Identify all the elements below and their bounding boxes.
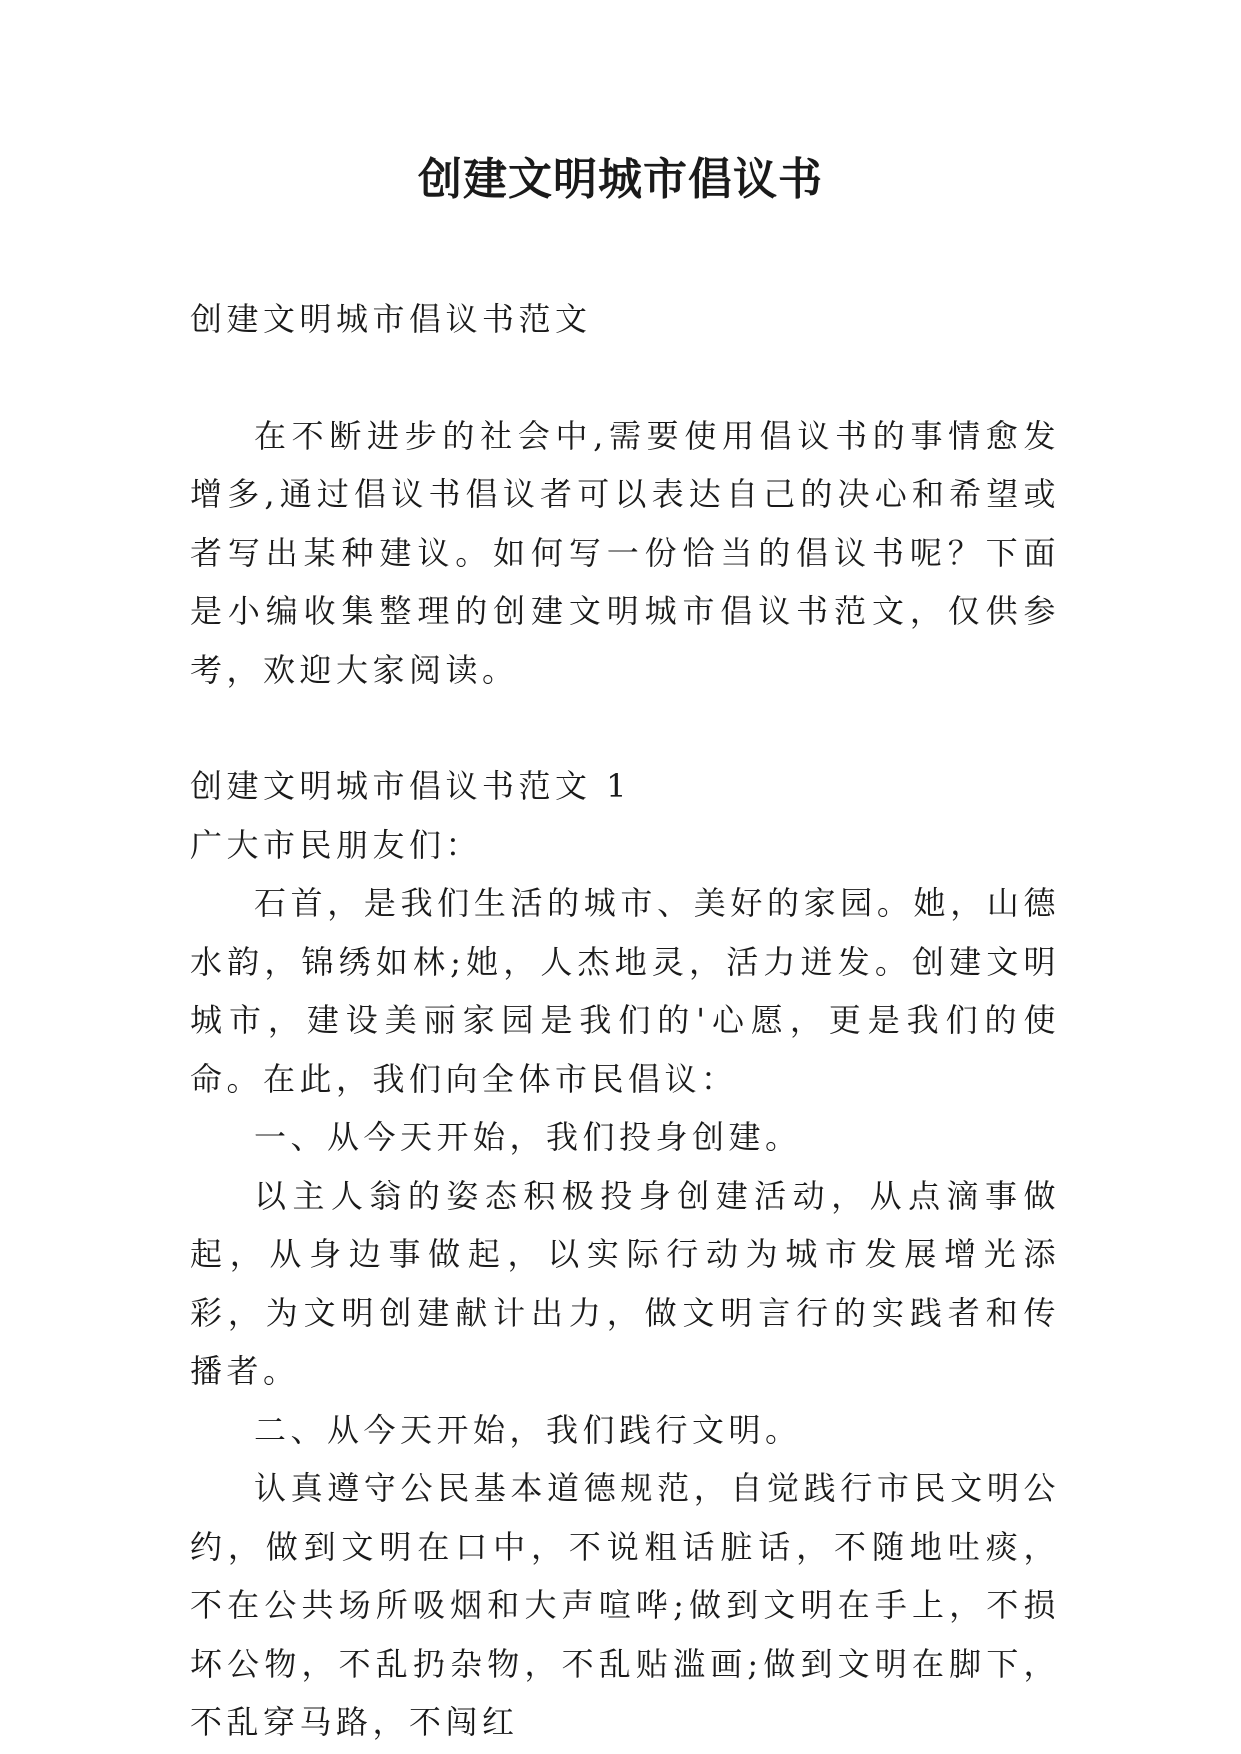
body-paragraph: 石首，是我们生活的城市、美好的家园。她，山德水韵，锦绣如林;她，人杰地灵，活力迸发。创建文明城市，建设美丽家园是我们的'心愿，更是我们的使命。在此，我们向全体市民倡议： (190, 884, 1060, 1098)
spacer (190, 349, 1060, 407)
spacer (190, 699, 1060, 757)
body-paragraph: 二、从今天开始，我们践行文明。 (254, 1410, 802, 1449)
section-heading: 创建文明城市倡议书范文 1 (190, 767, 632, 805)
document-body (190, 290, 1060, 1752)
document-subtitle: 创建文明城市倡议书范文 (190, 300, 592, 338)
intro-paragraph: 在不断进步的社会中,需要使用倡议书的事情愈发增多,通过倡议书倡议者可以表达自己的决心和希望或者写出某种建议。如何写一份恰当的倡议书呢？下面是小编收集整理的创建文明城市倡议书范文，仅供参考，欢迎大家阅读。 (190, 416, 1060, 689)
document-title: 创建文明城市倡议书 (418, 154, 823, 205)
body-paragraph: 认真遵守公民基本道德规范，自觉践行市民文明公约，做到文明在口中，不说粗话脏话，不随地吐痰，不在公共场所吸烟和大声喧哗;做到文明在手上，不损坏公物，不乱扔杂物，不乱贴滥画;做到文明在脚下，不乱穿马路，不闯红 (190, 1469, 1060, 1741)
salutation: 广大市民朋友们： (190, 825, 483, 864)
body-paragraph: 一、从今天开始，我们投身创建。 (254, 1118, 802, 1156)
body-paragraph: 以主人翁的姿态积极投身创建活动，从点滴事做起，从身边事做起，以实际行动为城市发展增光添彩，为文明创建献计出力，做文明言行的实践者和传播者。 (190, 1176, 1060, 1390)
